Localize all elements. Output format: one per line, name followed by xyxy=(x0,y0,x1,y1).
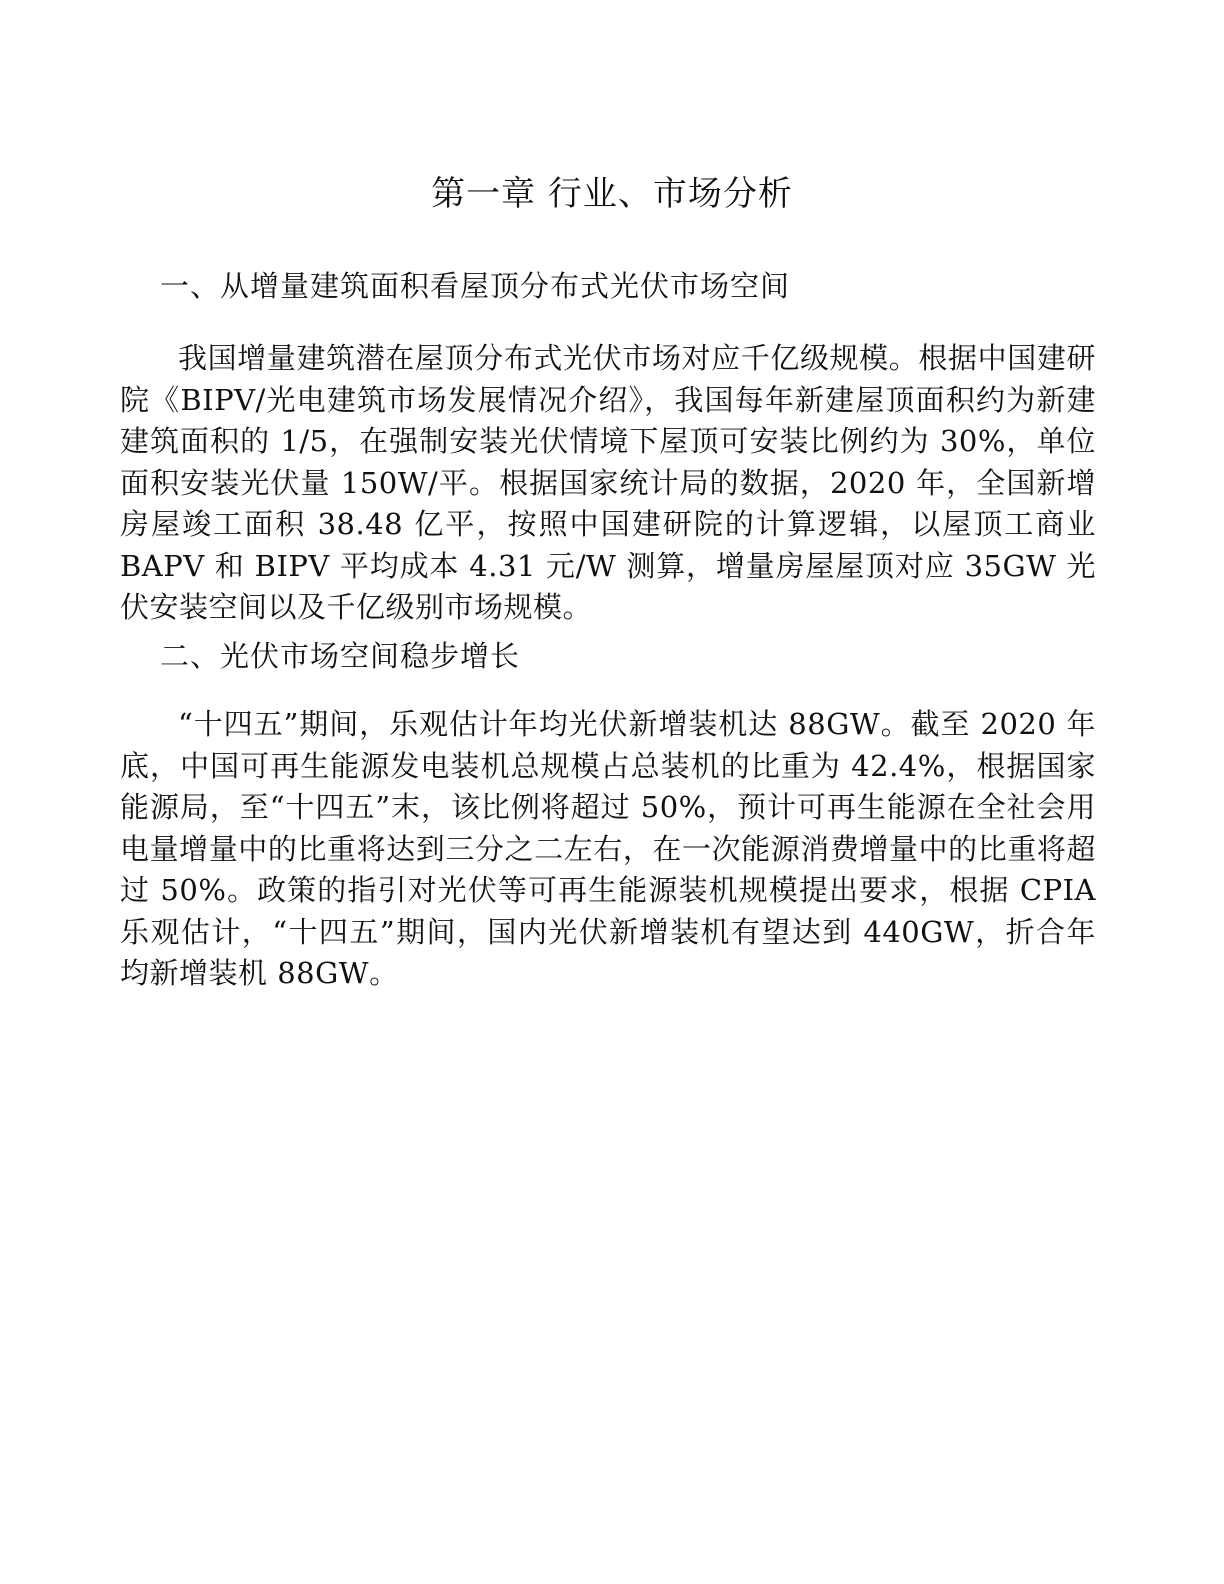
chapter-title: 第一章 行业、市场分析 xyxy=(431,174,793,214)
section-heading-2: 二、光伏市场空间稳步增长 xyxy=(160,639,521,673)
section-paragraph-2: “十四五”期间，乐观估计年均光伏新增装机达 88GW。截至 2020 年底，中国可再生能源发电装机总规模占总装机的比重为 42.4%，根据国家能源局，至“十四五”末，该比例将超过 50%，预计可再生能源在全社会用电量增量中的比重将达到三分之二左右，在一次能源消费增量中的比重将超过 50%。政策的指引对光伏等可再生能源装机规模提出要求，根据 CPIA 乐观估计，“十四五”期间，国内光伏新增装机有望达到 440GW，折合年均新增装机 88GW。 xyxy=(120,707,1096,990)
section-paragraph-1: 我国增量建筑潜在屋顶分布式光伏市场对应千亿级规模。根据中国建研院《BIPV/光电建筑市场发展情况介绍》，我国每年新建屋顶面积约为新建建筑面积的 1/5，在强制安装光伏情境下屋顶可安装比例约为 30%，单位面积安装光伏量 150W/平。根据国家统计局的数据，2020 年，全国新增房屋竣工面积 38.48 亿平，按照中国建研院的计算逻辑，以屋顶工商业 BAPV 和 BIPV 平均成本 4.31 元/W 测算，增量房屋屋顶对应 35GW 光伏安装空间以及千亿级别市场规模。 xyxy=(120,341,1096,624)
section-heading-1: 一、从增量建筑面积看屋顶分布式光伏市场空间 xyxy=(160,269,791,303)
